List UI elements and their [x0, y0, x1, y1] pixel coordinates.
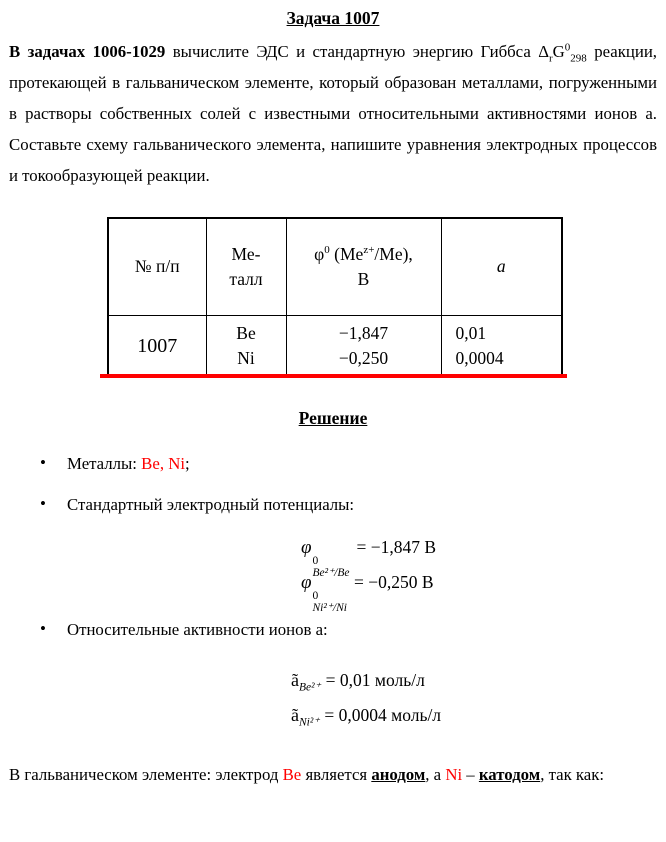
col-header-num: [108, 218, 206, 315]
cathode-metal: Ni: [445, 765, 463, 784]
problem-table-block: [107, 217, 574, 378]
metal-header-line2: талл: [229, 268, 263, 289]
page-title: [9, 6, 657, 30]
cathode-label: катодом: [478, 765, 541, 784]
col-header-metal: [206, 218, 286, 315]
activity-value: = 0,01 моль/л: [325, 670, 425, 690]
table-data-row: [108, 315, 562, 377]
gibbs-superscript: 0: [564, 41, 571, 54]
bullet-metals-tail: ;: [185, 454, 190, 473]
intro-bold-range: В задачах 1006-1029: [9, 42, 166, 61]
activity-header-text: a: [496, 256, 506, 277]
footer-text-3: , а: [425, 765, 446, 784]
phi-sub: Be²⁺/Be: [312, 566, 350, 579]
formula-phi-ni: [301, 565, 657, 614]
phi-symbol: φ: [314, 243, 325, 264]
phi-supsub-stack: [313, 590, 347, 614]
col-header-activity: [441, 218, 562, 315]
phi-value: = −0,250 В: [353, 572, 434, 592]
a-tilde-symbol: ã: [291, 705, 299, 725]
footer-text-4: –: [462, 765, 479, 784]
a-sub: Ni²⁺: [299, 716, 320, 729]
red-underline: [100, 374, 567, 378]
bullet-activities: • Относительные активности ионов а:: [38, 619, 657, 641]
phi-symbol: φ: [301, 537, 312, 558]
activity-value: = 0,0004 моль/л: [324, 705, 442, 725]
bullet-potentials: • Стандартный электродный потенциалы:: [38, 494, 657, 516]
phi-sub: Ni²⁺/Ni: [312, 601, 347, 614]
intro-paragraph: [9, 36, 657, 191]
phi-sup: 0: [312, 554, 319, 567]
footer-text-2: является: [301, 765, 372, 784]
metal-2: Ni: [237, 348, 255, 369]
metal-header-line1: Ме-: [231, 243, 261, 264]
cell-problem-number: 1007: [108, 315, 206, 377]
bullet-metals-label: Металлы:: [67, 454, 142, 473]
table-header-row: [108, 218, 562, 315]
solution-heading: [9, 408, 657, 429]
solution-heading-text: Решение: [298, 408, 368, 428]
phi-sup: 0: [312, 589, 319, 602]
footer-text-5: , так как:: [540, 765, 605, 784]
col-header-num-text: № п/п: [134, 256, 180, 277]
page-title-text: Задача 1007: [286, 8, 380, 28]
phi-superscript: 0: [324, 243, 330, 256]
problem-table: [107, 217, 563, 378]
intro-text-2: реакции, протекающей в гальваническом элементе, который образован металлами, погруженными в растворы собственных солей с известными относительными активностями ионов а. Составьте схему гальванического элемента, напишите уравнения электродных процессов и токообразующей реакции.: [9, 42, 657, 185]
col-header-potential: [286, 218, 441, 315]
phi-end-text: /Me),: [374, 243, 413, 264]
formula-activity-be: [291, 663, 657, 698]
bullet-metals-value: Be, Ni: [141, 454, 185, 473]
activity-2: 0,0004: [455, 348, 504, 369]
potential-2: −0,250: [338, 348, 389, 369]
phi-value: = −1,847 В: [356, 537, 437, 557]
metal-1: Be: [236, 323, 256, 344]
phi-mid-text: (Me: [329, 243, 364, 264]
a-sub: Be²⁺: [299, 681, 321, 694]
anode-label: анодом: [371, 765, 426, 784]
bullet-metals: [38, 453, 657, 475]
a-tilde-symbol: ã: [291, 670, 299, 690]
formula-activity-ni: [291, 698, 657, 733]
cell-potentials: [286, 315, 441, 377]
gibbs-symbol: G: [552, 42, 565, 61]
intro-text-1: вычислите ЭДС и стандартную энергию Гиббса Δ: [165, 42, 549, 61]
gibbs-298-subscript: 298: [570, 52, 587, 65]
conclusion-paragraph: [9, 759, 657, 790]
anode-metal: Be: [282, 765, 302, 784]
cell-activities: [441, 315, 562, 377]
potential-1: −1,847: [338, 323, 389, 344]
potential-formulas: [301, 530, 657, 614]
gibbs-r-subscript: r: [549, 52, 553, 65]
phi-unit: В: [357, 268, 370, 289]
phi-symbol: φ: [301, 572, 312, 593]
activity-1: 0,01: [455, 323, 487, 344]
footer-text-1: В гальваническом элементе: электрод: [9, 765, 283, 784]
activity-formulas: [291, 663, 657, 733]
ion-charge-superscript: z+: [363, 243, 375, 256]
cell-metals: [206, 315, 286, 377]
solution-bullet-list: [38, 453, 657, 733]
formula-phi-be: [301, 530, 657, 579]
